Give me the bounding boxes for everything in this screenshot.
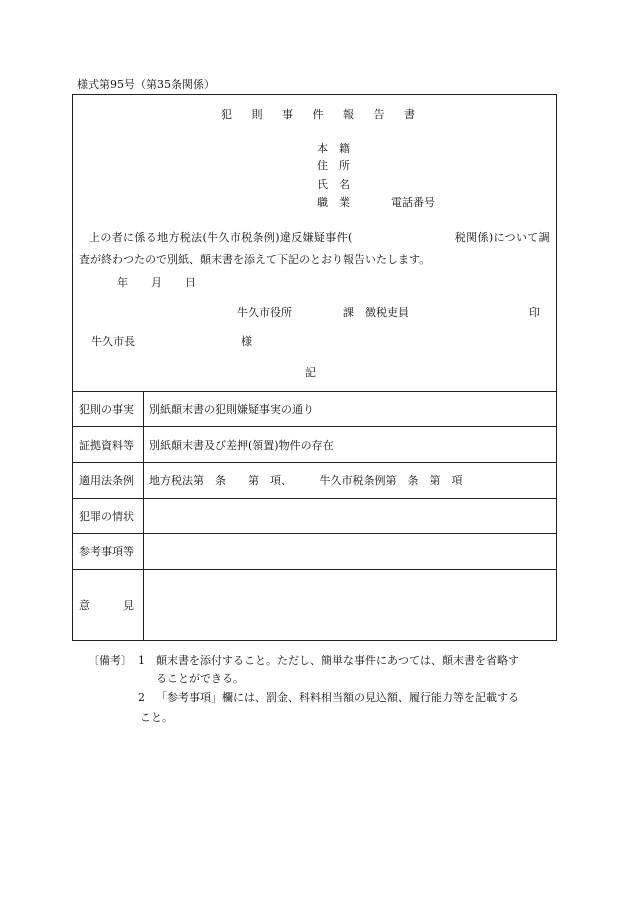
ki-mark: 記 xyxy=(305,366,316,379)
note-text: ることができる。 xyxy=(156,672,244,685)
note-text: 「参考事項」欄には、罰金、科料相当額の見込額、履行能力等を記載する xyxy=(156,691,519,704)
phone-label: 電話番号 xyxy=(391,196,435,209)
note-number: 1 xyxy=(138,654,145,667)
addressee-name: 牛久市長 xyxy=(91,335,135,348)
table-column-divider xyxy=(143,391,144,640)
table-divider xyxy=(73,462,556,463)
row-label: 証拠資料等 xyxy=(79,439,134,452)
form-title: 犯 則 事 件 報 告 書 xyxy=(221,108,423,121)
row-value: 別紙顛末書及び差押(領置)物件の存在 xyxy=(149,439,334,452)
date-day: 日 xyxy=(185,276,196,289)
row-label: 犯罪の情状 xyxy=(79,510,134,523)
shimei-label: 氏 名 xyxy=(317,178,350,191)
notes-prefix: 〔備考〕 xyxy=(88,654,132,667)
row-label: 犯則の事実 xyxy=(79,403,134,416)
honseki-label: 本 籍 xyxy=(317,142,350,155)
row-value: 別紙顛末書の犯則嫌疑事実の通り xyxy=(149,403,314,416)
table-divider xyxy=(73,569,556,570)
shokugyo-label: 職 業 xyxy=(317,196,350,209)
note-text: 顛末書を添付すること。ただし、簡単な事件にあつては、顛末書を省略す xyxy=(156,654,519,667)
table-divider xyxy=(73,533,556,534)
report-form xyxy=(72,94,557,641)
reporter-office: 牛久市役所 xyxy=(237,306,292,319)
table-divider xyxy=(73,426,556,427)
row-label: 適用法条例 xyxy=(79,474,134,487)
date-month: 月 xyxy=(151,276,162,289)
table-divider xyxy=(73,391,556,392)
reporter-section: 課 徴税吏員 xyxy=(343,306,409,319)
date-year: 年 xyxy=(117,276,128,289)
body-line-1: 上の者に係る地方税法(牛久市税条例)違反嫌疑事件( 税関係)について調 xyxy=(89,231,550,244)
row-label: 意 見 xyxy=(79,599,134,612)
note-number: 2 xyxy=(138,691,145,704)
row-label: 参考事項等 xyxy=(79,545,134,558)
table-divider xyxy=(73,498,556,499)
row-value: 地方税法第 条 第 項、 牛久市税条例第 条 第 項 xyxy=(149,474,463,487)
jusho-label: 住 所 xyxy=(317,159,350,172)
body-line-2: 査が終わつたので別紙、顛末書を添えて下記のとおり報告いたします。 xyxy=(79,253,431,266)
seal-mark: 印 xyxy=(529,306,540,319)
addressee-sama: 様 xyxy=(241,335,252,348)
note-text: こと。 xyxy=(140,711,173,724)
form-number: 様式第95号（第35条関係） xyxy=(77,78,215,91)
